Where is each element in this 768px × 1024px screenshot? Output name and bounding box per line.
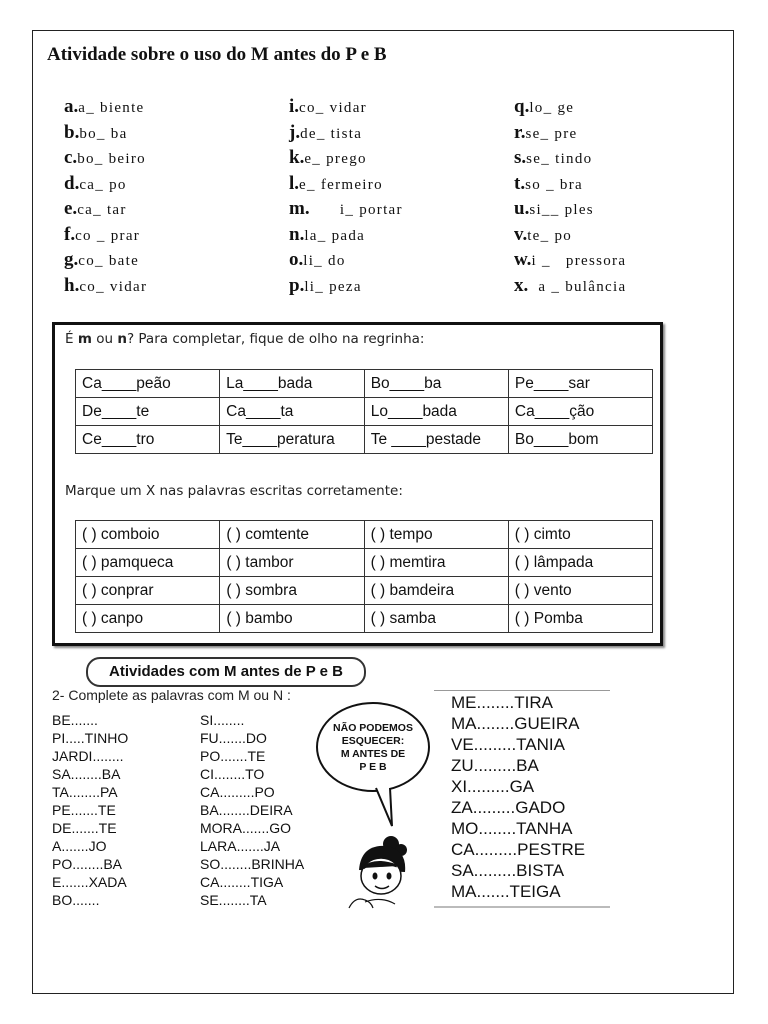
- list-item: LARA.......JA: [200, 838, 281, 854]
- list-item: PE.......TE: [52, 802, 116, 818]
- exercise-item: [514, 173, 626, 199]
- list-item: ZU.........BA: [451, 756, 539, 775]
- checkbox-option[interactable]: ( ) tambor: [220, 549, 364, 577]
- list-item: FU.......DO: [200, 730, 267, 746]
- item-word: si__ ples: [529, 202, 594, 218]
- list-item: ZA.........GADO: [451, 798, 566, 817]
- item-word: la_ pada: [304, 227, 366, 244]
- checkbox-option[interactable]: ( ) bambo: [220, 605, 364, 633]
- checkbox-option[interactable]: ( ) canpo: [76, 605, 220, 633]
- bubble-text: [318, 722, 428, 774]
- exercise-item: [514, 96, 626, 122]
- item-letter: n.: [289, 223, 305, 245]
- instruction-text-2: Marque um X nas palavras escritas corretamente:: [65, 483, 403, 499]
- list-item: A.......JO: [52, 838, 107, 854]
- exercise-item: [514, 122, 626, 148]
- exercise-item: [514, 249, 626, 275]
- table-cell: Lo____bada: [364, 398, 508, 426]
- list-item: XI.........GA: [451, 777, 535, 796]
- divider: [434, 690, 610, 691]
- bubble-line: ESQUECER:: [341, 735, 405, 747]
- list-item: SO........BRINHA: [200, 856, 305, 872]
- item-word: i _ pressora: [531, 253, 627, 269]
- list-item: BA........DEIRA: [200, 802, 293, 818]
- list-item: PI.....TINHO: [52, 730, 129, 746]
- list-item: PO.......TE: [200, 748, 266, 764]
- item-letter: m.: [289, 198, 310, 219]
- table-cell: La____bada: [220, 370, 365, 398]
- item-letter: k.: [289, 147, 305, 168]
- exercise-item: [289, 147, 403, 173]
- item-word: ca_ tar: [77, 202, 127, 218]
- table-row: [76, 605, 653, 633]
- item-word: se_ tindo: [526, 151, 593, 167]
- item-word: e_ fermeiro: [299, 176, 383, 193]
- m-or-n-exercise-box: [52, 322, 663, 646]
- exercise-item: [64, 198, 147, 224]
- item-letter: s.: [514, 147, 527, 168]
- item-word: li_ do: [303, 253, 346, 269]
- exercise-item: [289, 275, 403, 301]
- exercise-item: [289, 173, 403, 199]
- item-letter: r.: [514, 121, 526, 143]
- checkbox-option[interactable]: ( ) lâmpada: [508, 549, 652, 577]
- list-item: E.......XADA: [52, 874, 127, 890]
- exercise-item: [514, 147, 626, 173]
- section-title-pill: Atividades com M antes de P e B: [86, 657, 366, 687]
- word-list-right: [451, 692, 585, 902]
- exercise-item: [64, 96, 147, 122]
- list-item: SI........: [200, 712, 245, 728]
- checkbox-option[interactable]: ( ) pamqueca: [76, 549, 220, 577]
- exercise-item: [64, 147, 147, 173]
- checkbox-option[interactable]: ( ) samba: [364, 605, 508, 633]
- checkbox-option[interactable]: ( ) bamdeira: [364, 577, 508, 605]
- divider-bottom: [434, 906, 610, 908]
- list-item: VE.........TANIA: [451, 735, 565, 754]
- item-word: bo_ ba: [79, 125, 128, 142]
- checkbox-option[interactable]: ( ) sombra: [220, 577, 364, 605]
- bubble-line: M ANTES DE: [340, 748, 406, 760]
- item-letter: h.: [64, 274, 80, 296]
- word-list-left: [52, 711, 128, 909]
- item-letter: j.: [289, 121, 301, 143]
- table-row: [76, 549, 653, 577]
- item-letter: p.: [289, 274, 305, 296]
- exercise-item: [514, 198, 626, 224]
- word-list-right-section: [434, 690, 610, 908]
- item-letter: u.: [514, 198, 530, 219]
- item-letter: f.: [64, 223, 76, 245]
- item-letter: t.: [514, 172, 526, 194]
- item-word: lo_ ge: [529, 100, 575, 116]
- item-word: e_ prego: [304, 151, 367, 167]
- table-cell: Te____peratura: [220, 426, 365, 454]
- item-word: li_ peza: [304, 278, 362, 295]
- table-row: [76, 521, 653, 549]
- table-row: [76, 426, 653, 454]
- table-row: [76, 370, 653, 398]
- list-item: MORA.......GO: [200, 820, 292, 836]
- item-word: de_ tista: [300, 125, 363, 142]
- list-item: SA.........BISTA: [451, 861, 565, 880]
- table-row: [76, 398, 653, 426]
- item-letter: w.: [514, 249, 532, 270]
- item-word: ca_ po: [79, 176, 127, 193]
- checkbox-table: [75, 520, 653, 633]
- section-subtitle: 2- Complete as palavras com M ou N :: [52, 687, 291, 703]
- checkbox-option[interactable]: ( ) comboio: [76, 521, 220, 549]
- checkbox-option[interactable]: ( ) cimto: [508, 521, 652, 549]
- item-word: co_ vidar: [299, 100, 367, 116]
- list-item: SE........TA: [200, 892, 267, 908]
- exercise-item: [64, 122, 147, 148]
- item-letter: b.: [64, 121, 80, 143]
- exercise-item: [64, 173, 147, 199]
- list-item: MA........GUEIRA: [451, 714, 580, 733]
- item-word: a _ bulância: [528, 278, 627, 295]
- item-word: co _ prar: [75, 227, 141, 244]
- fill-in-table: [75, 369, 653, 454]
- item-word: a_ biente: [78, 100, 145, 116]
- table-cell: Ce____tro: [76, 426, 220, 454]
- list-item: BE.......: [52, 712, 98, 728]
- exercise-column-1: [64, 96, 147, 300]
- word-list-middle: [200, 711, 304, 909]
- table-cell: Bo____ba: [364, 370, 508, 398]
- item-word: so _ bra: [525, 176, 583, 193]
- list-item: MO........TANHA: [451, 819, 573, 838]
- list-item: SA........BA: [52, 766, 121, 782]
- page-title: Atividade sobre o uso do M antes do P e B: [47, 44, 387, 65]
- instruction-text: É m ou n? Para completar, fique de olho na regrinha:: [65, 331, 425, 347]
- exercise-column-2: [289, 96, 403, 300]
- item-letter: i.: [289, 96, 300, 117]
- item-word: se_ pre: [525, 125, 578, 142]
- checkbox-option[interactable]: ( ) memtira: [364, 549, 508, 577]
- bubble-line: NÃO PODEMOS: [333, 722, 413, 734]
- checkbox-option[interactable]: ( ) comtente: [220, 521, 364, 549]
- checkbox-option[interactable]: ( ) tempo: [364, 521, 508, 549]
- exercise-item: [514, 224, 626, 250]
- exercise-item: [64, 275, 147, 301]
- item-letter: q.: [514, 96, 530, 117]
- table-cell: Ca____ta: [220, 398, 365, 426]
- item-letter: d.: [64, 172, 80, 194]
- item-word: co_ vidar: [79, 278, 148, 295]
- exercise-item: [64, 249, 147, 275]
- item-letter: v.: [514, 223, 528, 245]
- checkbox-option[interactable]: ( ) conprar: [76, 577, 220, 605]
- item-word: co_ bate: [78, 253, 140, 269]
- item-letter: x.: [514, 274, 529, 296]
- table-cell: Pe____sar: [508, 370, 652, 398]
- checkbox-option[interactable]: ( ) Pomba: [508, 605, 652, 633]
- item-word: bo_ beiro: [77, 151, 146, 167]
- exercise-item: [289, 249, 403, 275]
- table-cell: Ca____ção: [508, 398, 652, 426]
- list-item: JARDI........: [52, 748, 124, 764]
- table-cell: Bo____bom: [508, 426, 652, 454]
- exercise-item: [64, 224, 147, 250]
- list-item: TA........PA: [52, 784, 118, 800]
- table-cell: Ca____peão: [76, 370, 220, 398]
- list-item: CA.........PESTRE: [451, 840, 586, 859]
- item-letter: a.: [64, 96, 79, 117]
- list-item: CA........TIGA: [200, 874, 284, 890]
- list-item: DE.......TE: [52, 820, 117, 836]
- exercise-item: [289, 198, 403, 224]
- list-item: ME........TIRA: [451, 693, 554, 712]
- item-letter: l.: [289, 172, 300, 194]
- item-letter: g.: [64, 249, 79, 270]
- list-item: PO........BA: [52, 856, 123, 872]
- list-item: CI........TO: [200, 766, 265, 782]
- exercise-item: [289, 224, 403, 250]
- item-letter: c.: [64, 147, 78, 168]
- exercise-item: [289, 122, 403, 148]
- table-cell: Te ____pestade: [364, 426, 508, 454]
- exercise-item: [514, 275, 626, 301]
- list-item: CA.........PO: [200, 784, 275, 800]
- girl-illustration: [345, 830, 425, 910]
- exercise-column-3: [514, 96, 626, 300]
- item-letter: o.: [289, 249, 304, 270]
- table-cell: De____te: [76, 398, 220, 426]
- table-row: [76, 577, 653, 605]
- checkbox-option[interactable]: ( ) vento: [508, 577, 652, 605]
- item-word: te_ po: [527, 227, 573, 244]
- list-item: MA.......TEIGA: [451, 882, 561, 901]
- item-word: i_ portar: [309, 202, 403, 218]
- list-item: BO.......: [52, 892, 100, 908]
- item-letter: e.: [64, 198, 78, 219]
- bubble-line: P E B: [359, 761, 387, 773]
- exercise-item: [289, 96, 403, 122]
